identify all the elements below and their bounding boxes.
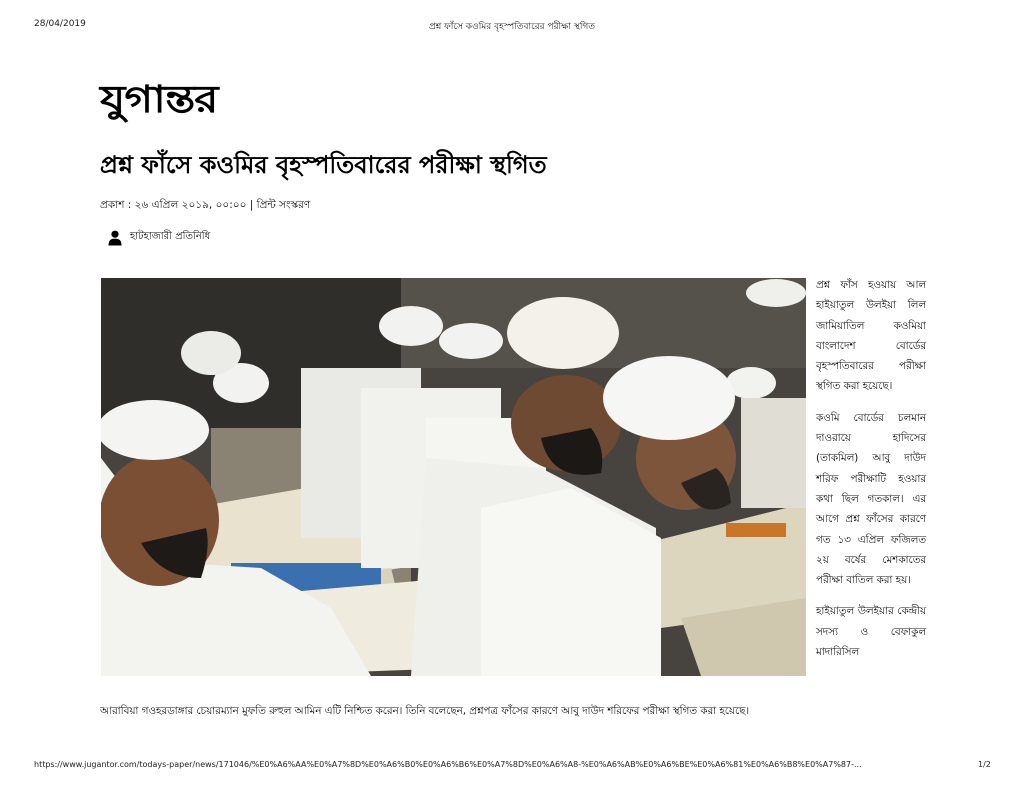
byline-label: হাটহাজারী প্রতিনিধি — [130, 231, 211, 242]
article-side-text — [816, 275, 926, 673]
side-paragraph: কওমি বোর্ডের চলমান দাওরায়ে হাদিসের (তাকমিল) আবু দাউদ শরিফ পরীক্ষাটি হওয়ার কথা ছিল গতকাল। এর আগে প্রশ্ন ফাঁসের কারণে গত ১৩ এপ্রিল ফজিলত ২য় বর্ষের মেশকাতের পরীক্ষা বাতিল করা হয়। — [816, 411, 926, 587]
side-paragraph: প্রশ্ন ফাঁস হওয়ায় আল হাইয়াতুল উলইয়া লিল জামিয়াতিল কওমিয়া বাংলাদেশ বোর্ডের বৃহস্পতিবারের পরীক্ষা স্থগিত করা হয়েছে। — [816, 279, 926, 393]
article-photo — [101, 278, 806, 676]
print-date: 28/04/2019 — [34, 19, 86, 29]
article-headline: প্রশ্ন ফাঁসে কওমির বৃহস্পতিবারের পরীক্ষা স্থগিত — [100, 151, 547, 179]
side-paragraph: হাইয়াতুল উলইয়ার কেন্দ্রীয় সদস্য ও বেফাকুল মাদারিসিল — [816, 605, 926, 659]
article-dateline: প্রকাশ : ২৬ এপ্রিল ২০১৯, ০০:০০ | প্রিন্ট সংস্করণ — [100, 199, 311, 211]
print-page-number: 1/2 — [978, 760, 991, 769]
print-page-title: প্রশ্ন ফাঁসে কওমির বৃহস্পতিবারের পরীক্ষা স্থগিত — [428, 22, 596, 32]
article-bottom-text: আরাবিয়া গওহরডাঙ্গার চেয়ারম্যান মুফতি রুহুল আমিন এটি নিশ্চিত করেন। তিনি বলেছেন, প্রশ্নপত্র ফাঁসের কারণে আবু দাউদ শরিফের পরীক্ষা স্থগিত করা হয়েছে। — [100, 705, 750, 717]
person-icon — [108, 230, 122, 246]
article-byline — [108, 229, 210, 246]
newspaper-logo[interactable]: যুগান্তর — [100, 78, 218, 122]
print-footer-url[interactable]: https://www.jugantor.com/todays-paper/news/171046/%E0%A6%AA%E0%A7%8D%E0%A6%B0%E0%A6%B6%E0%A7%8D%E0%A6%A8-%E0%A6%AB%E0%A6%BE%E0%A6%81%E0%A6%B8%E0%A7%87-... — [34, 760, 862, 769]
